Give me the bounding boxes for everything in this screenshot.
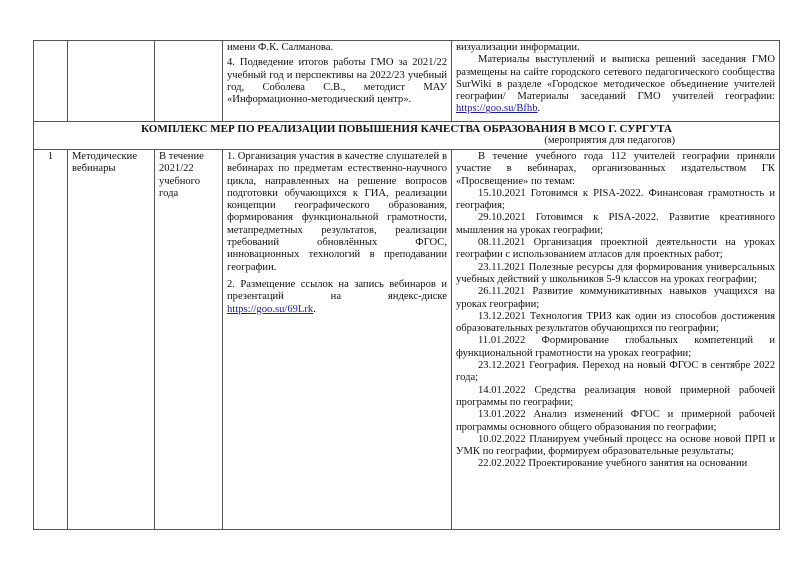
webinar-item: 11.01.2022 Формирование глобальных компетенций и функциональной грамотности на уроках географии; xyxy=(456,335,775,359)
table-row-continuation xyxy=(34,41,780,122)
webinar-item: 23.12.2021 География. Переход на новый ФГОС в сентябре 2022 года; xyxy=(456,360,775,384)
webinar-item: 23.11.2021 Полезные ресурсы для формирования универсальных учебных действий у школьников 5-9 классов на уроках географии; xyxy=(456,261,775,285)
webinar-item: 29.10.2021 Готовимся к PISA-2022. Развитие креативного мышления на уроках географии; xyxy=(456,212,775,236)
section-header-cell xyxy=(34,122,780,150)
webinar-item: 26.11.2021 Развитие коммуникативных навыков учащихся на уроках географии; xyxy=(456,286,775,310)
webinar-link[interactable]: https://goo.su/69Lrk xyxy=(227,303,314,315)
webinar-item: 08.11.2021 Организация проектной деятельности на уроках географии с использованием атласов для проектных работ; xyxy=(456,237,775,261)
activity-text: 4. Подведение итогов работы ГМО за 2021/22 учебный год и перспективы на 2022/23 учебный год, Соболева С.В., методист МАУ «Информационно-методический центр». xyxy=(227,57,447,106)
webinar-item: 14.01.2022 Средства реализация новой примерной рабочей программы по географии; xyxy=(456,384,775,408)
row-name: Методические вебинары xyxy=(68,150,155,530)
activity-text: имени Ф.К. Салманова. xyxy=(227,42,334,53)
activity-item: 1. Организация участия в качестве слушателей в вебинарах по предметам естественно-научного цикла, направленных на решение вопросов подготовки обучающихся к ГИА, реализации концепции географического образования, формирования функциональной грамотности, метапредметных результатов, реализации требований обновлённых ФГОС, инновационных технологий в преподавании географии. xyxy=(227,151,447,273)
cell-results-continuation xyxy=(452,41,780,122)
materials-link[interactable]: https://goo.su/Bfhb xyxy=(456,103,538,115)
results-text: визуализации информации. xyxy=(456,42,580,53)
section-subtitle: (мероприятия для педагогов) xyxy=(544,135,675,146)
cell-activities-continuation xyxy=(223,41,452,122)
webinar-item: 13.01.2022 Анализ изменений ФГОС и примерной рабочей программы основного общего образования по географии; xyxy=(456,409,775,433)
row-period: В течение 2021/22 учебного года xyxy=(155,150,223,530)
punctuation: . xyxy=(537,103,541,115)
results-text: Материалы выступлений и выписка решений заседания ГМО размещены на сайте городского сетевого педагогического сообщества SurWiki в разделе «Городское методическое объединение учителей географии/ Материалы заседаний ГМО учителей географии: xyxy=(456,54,775,103)
webinar-item: 10.02.2022 Планируем учебный процесс на основе новой ПРП и УМК по географии, формируем образовательные результаты; xyxy=(456,433,775,458)
webinar-item: 15.10.2021 Готовимся к PISA-2022. Финансовая грамотность и география; xyxy=(456,187,775,212)
document-table xyxy=(33,40,780,530)
webinar-item: 13.12.2021 Технология ТРИЗ как один из способов достижения образовательных результатов обучающихся по географии; xyxy=(456,310,775,335)
cell-period-empty xyxy=(155,41,223,122)
section-title: КОМПЛЕКС МЕР ПО РЕАЛИЗАЦИИ ПОВЫШЕНИЯ КАЧЕСТВА ОБРАЗОВАНИЯ В МСО Г. СУРГУТА xyxy=(141,123,672,135)
row-results xyxy=(452,150,780,530)
cell-number-empty xyxy=(34,41,68,122)
results-paragraph xyxy=(456,54,775,115)
section-header-row xyxy=(34,122,780,150)
activity-text: 2. Размещение ссылок на запись вебинаров и презентаций на яндекс-диске xyxy=(227,278,447,303)
activity-item xyxy=(227,279,447,316)
webinar-item: 22.02.2022 Проектирование учебного занятия на основании xyxy=(478,458,748,470)
results-intro: В течение учебного года 112 учителей географии приняли участие в вебинарах, организованных издательством ГК «Просвещение» по темам: xyxy=(456,151,775,187)
row-activities xyxy=(223,150,452,530)
punctuation: . xyxy=(313,303,316,315)
table-row xyxy=(34,150,780,530)
row-number: 1 xyxy=(34,150,68,530)
cell-name-empty xyxy=(68,41,155,122)
